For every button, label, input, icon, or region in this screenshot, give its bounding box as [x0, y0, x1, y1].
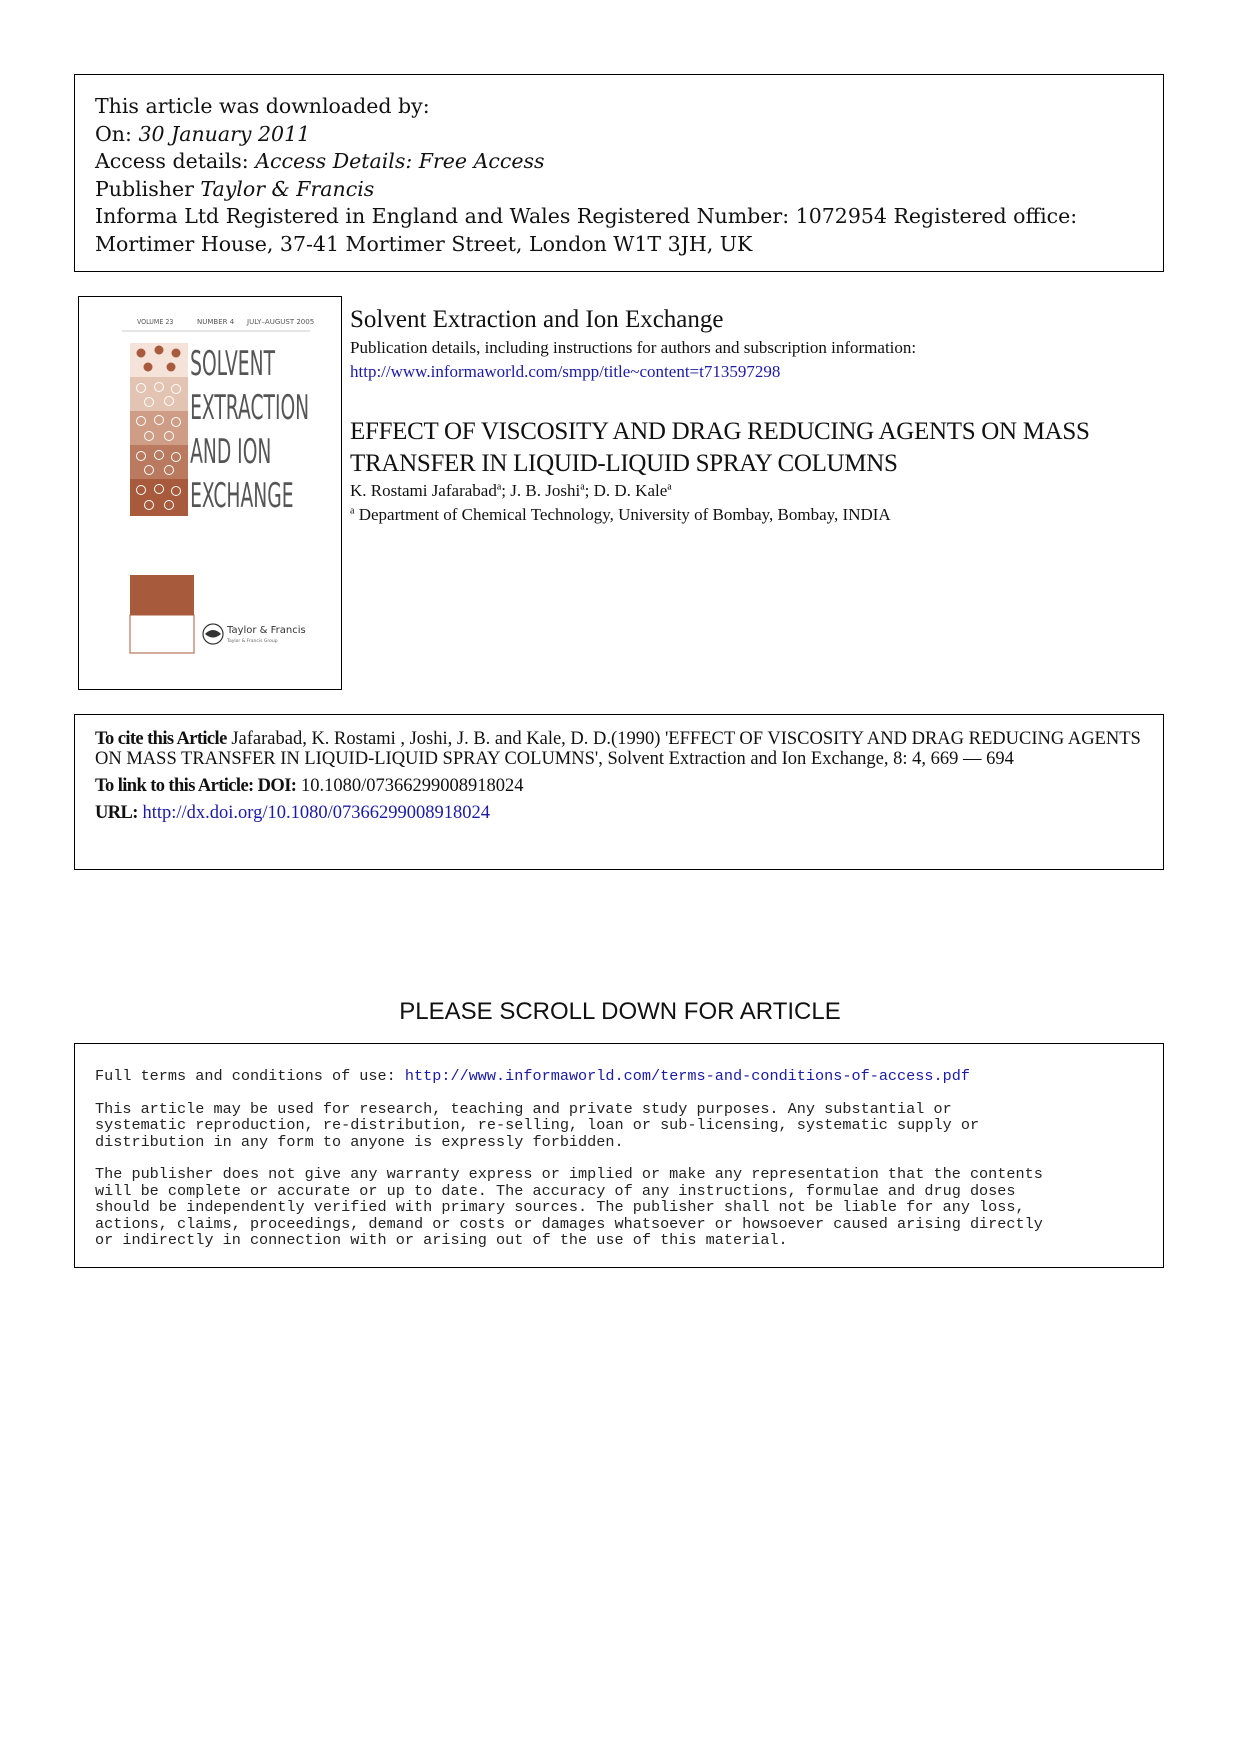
taylor-francis-logo	[203, 624, 306, 644]
author-name: J. B. Joshi	[510, 481, 581, 500]
article-title-line2: TRANSFER IN LIQUID-LIQUID SPRAY COLUMNS	[350, 450, 898, 477]
author-name: K. Rostami Jafarabad	[350, 481, 497, 500]
scroll-down-heading: PLEASE SCROLL DOWN FOR ARTICLE	[399, 998, 841, 1025]
full-terms-label: Full terms and conditions of use:	[95, 1067, 405, 1085]
cover-brown-box	[130, 575, 194, 615]
on-label: On:	[95, 121, 139, 146]
journal-cover-image	[78, 296, 342, 690]
doi-value: 10.1080/07366299008918024	[296, 776, 524, 796]
authors	[350, 480, 672, 502]
journal-url-link[interactable]: http://www.informaworld.com/smpp/title~content=t713597298	[350, 362, 781, 381]
url-row	[95, 803, 1143, 823]
download-date: 30 January 2011	[138, 121, 311, 146]
cover-date: JULY–AUGUST 2005	[247, 318, 315, 326]
citation-box	[74, 714, 1164, 870]
affiliation-text: Department of Chemical Technology, University of Bombay, Bombay, INDIA	[354, 505, 891, 524]
cover-title-line1: SOLVENT	[190, 345, 276, 384]
cover-illustration	[79, 297, 340, 688]
article-title	[350, 416, 1180, 480]
publisher-label: Publisher	[95, 176, 201, 201]
author-name: D. D. Kale	[593, 481, 668, 500]
download-date-line	[95, 121, 1143, 149]
cover-title-line3: AND ION	[190, 433, 272, 472]
cover-volume: VOLUME 23	[137, 318, 174, 326]
doi-label: To link to this Article: DOI:	[95, 776, 297, 796]
access-label: Access details:	[95, 149, 256, 173]
downloaded-by-line: This article was downloaded by:	[95, 94, 430, 118]
doi-row	[95, 776, 1143, 796]
author-affiliation-mark: a	[580, 481, 585, 493]
cover-white-box	[130, 615, 194, 653]
article-title-line1: EFFECT OF VISCOSITY AND DRAG REDUCING AGENTS ON MASS	[350, 418, 1090, 445]
terms-paragraph-warranty: The publisher does not give any warranty express or implied or make any representation that the contents will be complete or accurate or up to date. The accuracy of any instructions, formulae and drug doses should be independently verified with primary sources. The publisher shall not be liable for any loss, actions, claims, proceedings, demand or costs or damages whatsoever or howsoever caused arising directly or indirectly in connection with or arising out of the use of this material.	[95, 1165, 1043, 1249]
cover-title-line4: EXCHANGE	[190, 477, 294, 516]
terms-box	[74, 1043, 1164, 1268]
url-label: URL:	[95, 803, 138, 823]
affiliation	[350, 504, 891, 526]
access-value: Access Details: Free Access	[255, 149, 545, 173]
doi-url-link[interactable]: http://dx.doi.org/10.1080/07366299008918024	[142, 803, 491, 823]
terms-paragraph-usage: This article may be used for research, teaching and private study purposes. Any substantial or systematic reproduction, re-distribution, re-selling, loan or sub-licensing, systematic supply or distribution in any form to anyone is expressly forbidden.	[95, 1099, 980, 1151]
registration-text: Informa Ltd Registered in England and Wales Registered Number: 1072954 Registered office: Mortimer House, 37-41 Mortimer Street, London W1T 3JH, UK	[95, 204, 1078, 256]
download-info-box	[74, 74, 1164, 272]
affiliation-mark: a	[350, 505, 355, 517]
full-terms-row	[95, 1068, 1143, 1085]
publisher-value: Taylor & Francis	[200, 176, 375, 201]
cite-text: Jafarabad, K. Rostami , Joshi, J. B. and Kale, D. D.(1990) 'EFFECT OF VISCOSITY AND DRAG REDUCING AGENTS ON MASS TRANSFER IN LIQUID-LIQUID SPRAY COLUMNS', Solvent Extraction and Ion Exchange, 8: 4, 669 — 694	[95, 729, 1141, 769]
author-separator: ;	[584, 481, 594, 500]
publisher-line	[95, 176, 1143, 204]
cite-label: To cite this Article	[95, 729, 227, 749]
cover-block-3	[130, 411, 188, 445]
author-affiliation-mark: a	[496, 481, 502, 493]
journal-title: Solvent Extraction and Ion Exchange	[350, 306, 724, 333]
journal-info	[350, 304, 1170, 384]
author-affiliation-mark: a	[667, 481, 672, 493]
access-details-line	[95, 148, 1143, 176]
cite-row	[95, 729, 1143, 769]
terms-url-link[interactable]: http://www.informaworld.com/terms-and-conditions-of-access.pdf	[404, 1067, 970, 1085]
author-separator: ;	[501, 481, 511, 500]
cover-publisher-group: Taylor & Francis Group	[227, 639, 278, 644]
cover-publisher: Taylor & Francis	[227, 625, 306, 636]
publication-details: Publication details, including instructions for authors and subscription information:	[350, 338, 917, 357]
cover-number: NUMBER 4	[197, 318, 235, 326]
cover-title-line2: EXTRACTION	[190, 389, 310, 428]
